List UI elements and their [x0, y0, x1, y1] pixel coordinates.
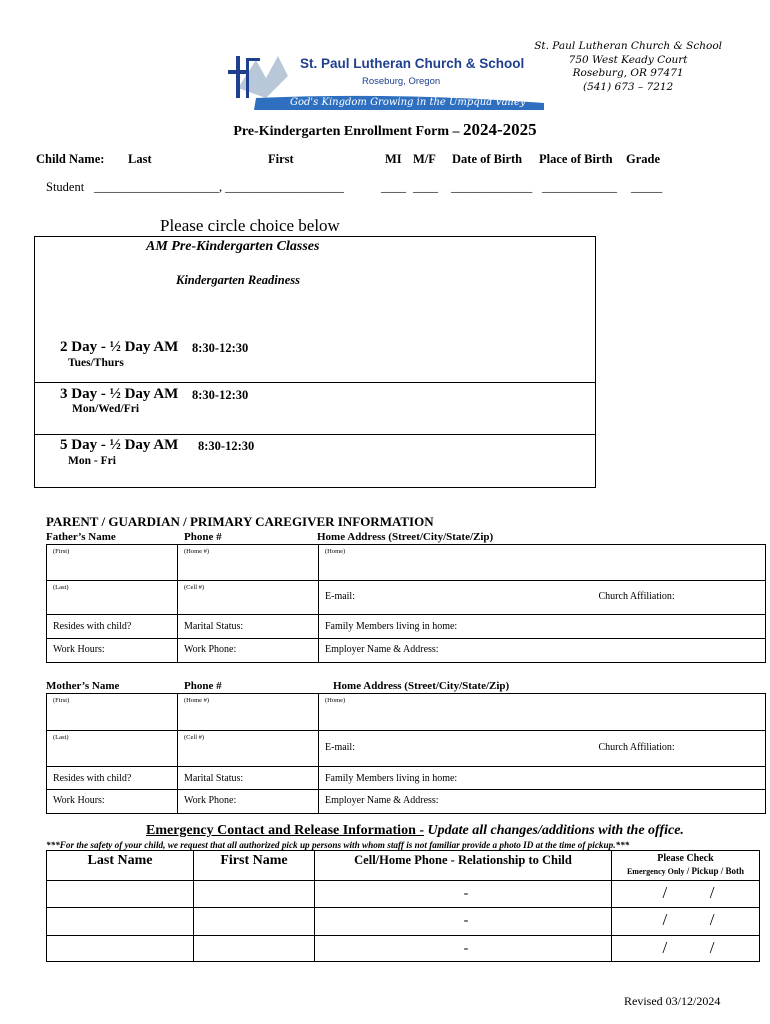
mother-email-cell[interactable]	[319, 731, 766, 767]
student-mf-line[interactable]: ____	[413, 180, 438, 194]
option-3day-label[interactable]: 3 Day - ½ Day AM	[60, 386, 179, 402]
student-label: Student	[46, 180, 85, 194]
mother-home-hint: (Home)	[325, 697, 346, 704]
choice-heading: Please circle choice below	[160, 216, 340, 235]
emergency-row-1-first[interactable]	[194, 881, 315, 908]
emergency-row-1-last[interactable]	[47, 881, 194, 908]
mother-marital-cell[interactable]	[178, 767, 319, 790]
child-dob-label: Date of Birth	[452, 152, 523, 166]
father-email-label: E-mail:	[325, 591, 355, 602]
father-home-address-cell[interactable]	[319, 545, 766, 581]
mother-church-label: Church Affiliation:	[598, 742, 675, 753]
address-line-3: Roseburg, OR 97471	[572, 67, 684, 79]
student-name-line[interactable]: ____________________, ___________________	[94, 180, 344, 194]
mother-info-table	[46, 693, 766, 814]
option-5day-days: Mon - Fri	[68, 455, 116, 467]
mother-employer-cell[interactable]	[319, 790, 766, 814]
option-2day-time: 8:30-12:30	[192, 341, 249, 355]
student-pob-line[interactable]: ____________	[542, 180, 617, 194]
mother-resides-label: Resides with child?	[53, 773, 132, 784]
class-subtitle: Kindergarten Readiness	[176, 273, 300, 287]
father-last-cell[interactable]	[47, 581, 178, 615]
mother-work-hours-label: Work Hours:	[53, 795, 105, 806]
father-address-label: Home Address (Street/City/State/Zip)	[317, 531, 494, 543]
student-grade-line[interactable]: _____	[631, 180, 663, 194]
emergency-row-2-first[interactable]	[194, 908, 315, 936]
divider	[34, 434, 596, 435]
mother-name-label: Mother’s Name	[46, 680, 120, 692]
col-please-check	[612, 851, 760, 881]
father-phone-label: Phone #	[184, 531, 222, 543]
page-title	[0, 120, 770, 140]
option-3day-days: Mon/Wed/Fri	[72, 403, 140, 415]
father-family-label: Family Members living in home:	[325, 621, 458, 632]
option-3day-time: 8:30-12:30	[192, 388, 249, 402]
mother-employer-label: Employer Name & Address:	[325, 795, 439, 806]
father-home-phone-hint: (Home #)	[184, 548, 210, 555]
address-line-1: St. Paul Lutheran Church & School	[534, 40, 722, 52]
father-work-phone-label: Work Phone:	[184, 644, 237, 655]
child-pob-label: Place of Birth	[539, 152, 613, 166]
father-work-phone-cell[interactable]	[178, 639, 319, 663]
father-church-label: Church Affiliation:	[598, 591, 675, 602]
child-name-label: Child Name:	[36, 152, 105, 166]
mother-cell-hint: (Cell #)	[184, 734, 205, 741]
father-employer-cell[interactable]	[319, 639, 766, 663]
child-grade-label: Grade	[626, 152, 661, 166]
father-first-hint: (First)	[53, 548, 70, 555]
mother-address-label: Home Address (Street/City/State/Zip)	[333, 680, 510, 692]
mother-first-hint: (First)	[53, 697, 70, 704]
emergency-table	[46, 850, 760, 962]
father-work-hours-label: Work Hours:	[53, 644, 105, 655]
logo-tagline: God's Kingdom Growing in the Umpqua Valley	[290, 97, 526, 108]
emergency-row-3-last[interactable]	[47, 936, 194, 962]
father-resides-cell[interactable]	[47, 615, 178, 639]
child-mi-label: MI	[385, 152, 402, 166]
mother-phone-label: Phone #	[184, 680, 222, 692]
father-email-cell[interactable]	[319, 581, 766, 615]
child-last-label: Last	[128, 152, 152, 166]
emergency-row-2-last[interactable]	[47, 908, 194, 936]
emergency-heading-italic: Update all changes/additions with the office.	[427, 823, 684, 838]
mother-home-phone-hint: (Home #)	[184, 697, 210, 704]
mother-family-label: Family Members living in home:	[325, 773, 458, 784]
logo-name: St. Paul Lutheran Church & School	[300, 56, 525, 71]
mother-resides-cell[interactable]	[47, 767, 178, 790]
option-2day-label[interactable]: 2 Day - ½ Day AM	[60, 339, 179, 355]
mother-home-phone-cell[interactable]	[178, 694, 319, 731]
address-line-2: 750 West Keady Court	[568, 53, 688, 66]
col-first-name: First Name	[194, 851, 315, 881]
mother-first-cell[interactable]	[47, 694, 178, 731]
mother-work-phone-cell[interactable]	[178, 790, 319, 814]
father-home-hint: (Home)	[325, 548, 346, 555]
mother-home-address-cell[interactable]	[319, 694, 766, 731]
father-work-hours-cell[interactable]	[47, 639, 178, 663]
emergency-row-3-first[interactable]	[194, 936, 315, 962]
emergency-row-1-check[interactable]: / /	[612, 881, 760, 908]
emergency-heading	[146, 823, 684, 839]
mother-work-hours-cell[interactable]	[47, 790, 178, 814]
emergency-note: ***For the safety of your child, we request that all authorized pick up persons with whom staff is not familiar provide a photo ID at the time of pickup.***	[46, 840, 630, 850]
father-employer-label: Employer Name & Address:	[325, 644, 439, 655]
father-info-table	[46, 544, 766, 663]
father-marital-cell[interactable]	[178, 615, 319, 639]
mother-family-cell[interactable]	[319, 767, 766, 790]
col-check-pickup-both: / Pickup / Both	[684, 866, 745, 876]
title-year: 2024-2025	[463, 120, 537, 139]
mother-email-label: E-mail:	[325, 742, 355, 753]
father-last-hint: (Last)	[53, 584, 69, 591]
col-check-emergency: Emergency Only	[626, 867, 685, 876]
option-2day-days: Tues/Thurs	[68, 357, 124, 369]
mother-last-hint: (Last)	[53, 734, 69, 741]
divider	[34, 382, 596, 383]
title-text: Pre-Kindergarten Enrollment Form –	[233, 124, 460, 139]
student-mi-line[interactable]: ____	[381, 180, 406, 194]
logo-city: Roseburg, Oregon	[362, 76, 441, 87]
student-dob-line[interactable]: _____________	[451, 180, 533, 194]
option-5day-time: 8:30-12:30	[198, 439, 255, 453]
emergency-row-2-check[interactable]: / /	[612, 908, 760, 936]
mother-work-phone-label: Work Phone:	[184, 795, 237, 806]
col-phone-relationship: Cell/Home Phone - Relationship to Child	[315, 851, 612, 881]
parent-heading: PARENT / GUARDIAN / PRIMARY CAREGIVER INFORMATION	[46, 514, 434, 529]
mother-marital-label: Marital Status:	[184, 773, 244, 784]
emergency-heading-text: Emergency Contact and Release Information -	[146, 823, 425, 838]
col-last-name: Last Name	[47, 851, 194, 881]
class-title: AM Pre-Kindergarten Classes	[146, 239, 320, 254]
emergency-row-3-phone[interactable]: -	[315, 936, 612, 962]
child-first-label: First	[268, 152, 294, 166]
father-resides-label: Resides with child?	[53, 621, 132, 632]
father-home-phone-cell[interactable]	[178, 545, 319, 581]
father-family-cell[interactable]	[319, 615, 766, 639]
emergency-row-2-phone[interactable]: -	[315, 908, 612, 936]
emergency-row-3-check[interactable]: / /	[612, 936, 760, 962]
father-name-label: Father’s Name	[46, 531, 116, 543]
option-5day-label[interactable]: 5 Day - ½ Day AM	[60, 437, 179, 453]
mother-last-cell[interactable]	[47, 731, 178, 767]
father-marital-label: Marital Status:	[184, 621, 244, 632]
emergency-row-1-phone[interactable]: -	[315, 881, 612, 908]
school-address-block	[534, 40, 722, 94]
school-logo	[226, 48, 546, 110]
col-check-title: Please Check	[657, 853, 714, 864]
father-first-cell[interactable]	[47, 545, 178, 581]
father-cell-hint: (Cell #)	[184, 584, 205, 591]
revised-date: Revised 03/12/2024	[624, 994, 721, 1008]
child-mf-label: M/F	[413, 152, 436, 166]
father-cell-phone-cell[interactable]	[178, 581, 319, 615]
mother-cell-phone-cell[interactable]	[178, 731, 319, 767]
address-line-4: (541) 673 – 7212	[582, 80, 674, 93]
